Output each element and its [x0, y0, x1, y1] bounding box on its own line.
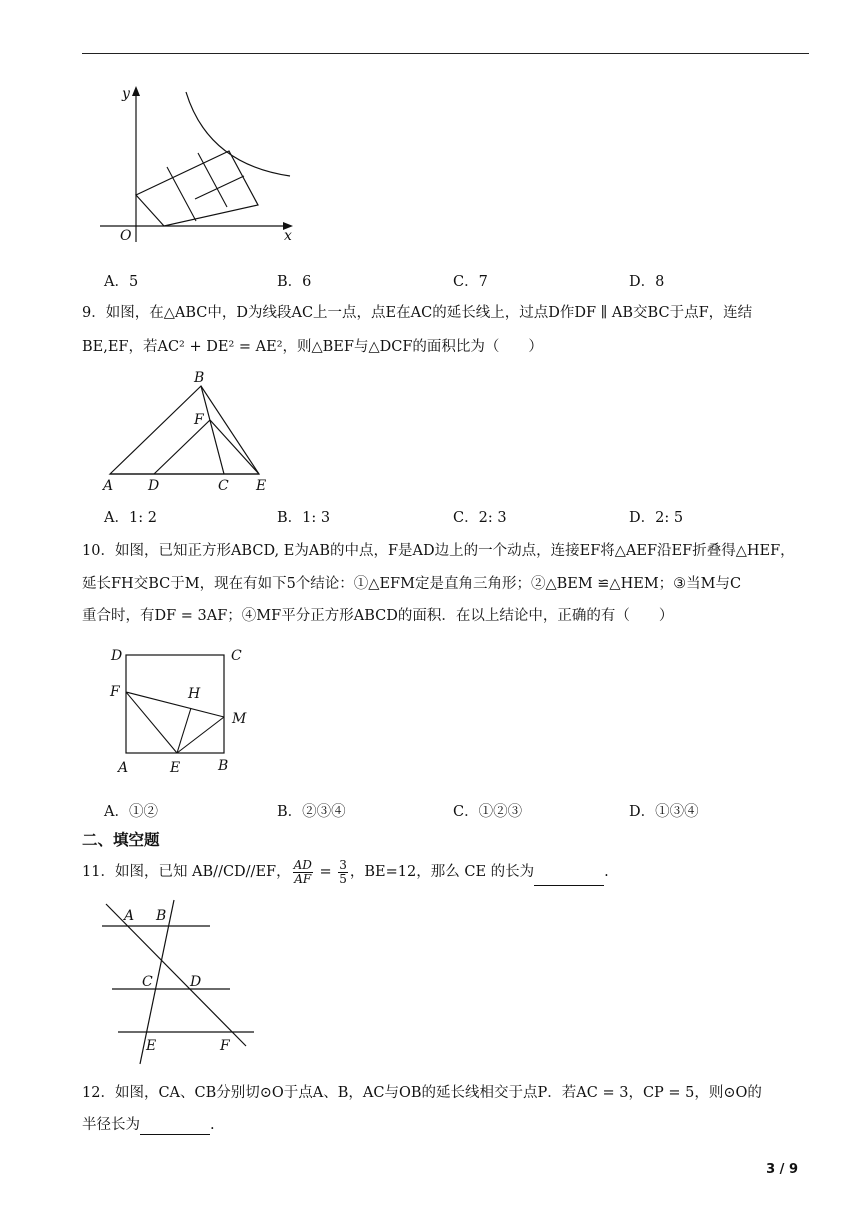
- q12-answer-blank[interactable]: [140, 1120, 210, 1135]
- section-title: 二、填空题: [82, 831, 160, 849]
- q11-frac-num: AD: [293, 857, 312, 872]
- q11-text-pre: 11．如图，已知 AB//CD//EF，: [82, 864, 291, 880]
- q9-text-line1: 9．如图，在△ABC中，D为线段AC上一点，点E在AC的延长线上，过点D作DF ∥ AB交BC于点F，连结: [82, 305, 753, 321]
- q8-label-o: O: [120, 228, 132, 244]
- q10-label-e: E: [170, 760, 181, 776]
- q10-text-line2: 延长FH交BC于M，现在有如下5个结论：①△EFM定是直角三角形；②△BEM ≌△HEM；③当M与C: [82, 576, 742, 592]
- q11-label-a: A: [124, 908, 135, 924]
- q10-text-line3: 重合时，有DF = 3AF；④MF平分正方形ABCD的面积．在以上结论中，正确的有（ ）: [82, 608, 674, 624]
- q10-option-d[interactable]: D．①③④: [629, 804, 699, 820]
- q12-text-end: .: [210, 1117, 215, 1133]
- q11-label-b: B: [156, 908, 167, 924]
- q11-label-c: C: [142, 974, 153, 990]
- q9-label-f: F: [194, 412, 204, 428]
- q10-options: [104, 800, 824, 822]
- q10-option-b[interactable]: B．②③④: [277, 804, 346, 820]
- q9-label-d: D: [148, 478, 160, 494]
- q9-label-c: C: [218, 478, 229, 494]
- q10-option-c[interactable]: C．①②③: [453, 804, 523, 820]
- page-number: 3 / 9: [766, 1162, 798, 1177]
- header-rule: [82, 53, 809, 54]
- q9-label-a: A: [103, 478, 114, 494]
- q11-val-num: 3: [339, 857, 347, 872]
- q11-label-e: E: [146, 1038, 157, 1054]
- q11-text: [82, 858, 822, 886]
- q10-text-line1: 10．如图，已知正方形ABCD, E为AB的中点，F是AD边上的一个动点，连接EF将△AEF沿EF折叠得△HEF，: [82, 543, 795, 559]
- q12-text-line2: [82, 1115, 822, 1135]
- q8-figure: [98, 84, 298, 244]
- q11-eq: =: [314, 864, 337, 880]
- q9-option-a[interactable]: A．1: 2: [104, 510, 157, 526]
- q10-label-f: F: [110, 684, 120, 700]
- q9-option-d[interactable]: D．2: 5: [629, 510, 684, 526]
- q9-options: [104, 506, 824, 528]
- q9-option-c[interactable]: C．2: 3: [453, 510, 507, 526]
- q11-label-d: D: [190, 974, 202, 990]
- q11-fraction-ratio: [293, 859, 313, 886]
- q8-option-a[interactable]: A．5: [104, 274, 139, 290]
- q11-fraction-value: [338, 859, 348, 886]
- q11-text-end: .: [604, 864, 609, 880]
- q9-option-b[interactable]: B．1: 3: [277, 510, 331, 526]
- q10-label-c: C: [231, 648, 242, 664]
- q10-label-m: M: [232, 711, 247, 727]
- q11-figure: [98, 898, 268, 1068]
- q8-label-x: x: [284, 228, 292, 244]
- q9-text-line2: BE,EF，若AC² + DE² = AE²，则△BEF与△DCF的面积比为（ ）: [82, 339, 543, 355]
- q11-val-den: 5: [339, 871, 347, 886]
- q11-answer-blank[interactable]: [534, 871, 604, 886]
- q10-figure: [104, 646, 264, 776]
- q9-figure: [98, 368, 278, 494]
- q10-label-a: A: [118, 760, 129, 776]
- q12-text-line1: 12．如图，CA、CB分别切⊙O于点A、B，AC与OB的延长线相交于点P．若AC = 3，CP = 5，则⊙O的: [82, 1085, 762, 1101]
- q11-label-f: F: [220, 1038, 230, 1054]
- q9-label-e: E: [256, 478, 267, 494]
- q12-text-pre: 半径长为: [82, 1117, 140, 1133]
- q8-label-y: y: [122, 86, 130, 102]
- q10-option-a[interactable]: A．①②: [104, 804, 158, 820]
- q8-option-b[interactable]: B．6: [277, 274, 312, 290]
- q10-label-d: D: [111, 648, 123, 664]
- q8-option-d[interactable]: D．8: [629, 274, 665, 290]
- q11-frac-den: AF: [294, 871, 312, 886]
- q8-options: [104, 270, 824, 292]
- q8-option-c[interactable]: C．7: [453, 274, 488, 290]
- q9-label-b: B: [194, 370, 205, 386]
- q10-label-h: H: [188, 686, 201, 702]
- q11-text-post: ，BE=12，那么 CE 的长为: [349, 864, 535, 880]
- q10-label-b: B: [218, 758, 229, 774]
